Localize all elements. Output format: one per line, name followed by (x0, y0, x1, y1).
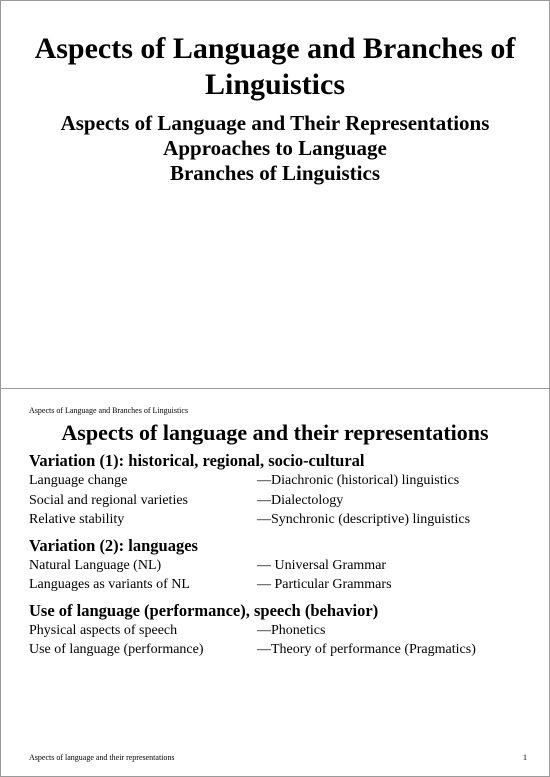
subtitle-item: Branches of Linguistics (169, 161, 381, 185)
content-slide (1, 389, 549, 776)
term-row (29, 510, 529, 530)
section-heading: Variation (1): historical, regional, socio-cultural (29, 451, 365, 470)
term-label: Social and regional varieties (29, 492, 188, 508)
term-branch: —Synchronic (descriptive) linguistics (257, 512, 471, 527)
term-branch: —Theory of performance (Pragmatics) (257, 642, 476, 657)
term-branch: —Diachronic (historical) linguistics (257, 473, 460, 488)
slide-title: Aspects of language and their representations (61, 420, 489, 445)
term-branch: —Phonetics (257, 622, 326, 638)
term-row (29, 491, 529, 511)
section-use-of-language (29, 601, 529, 660)
term-row (29, 471, 529, 491)
term-row (29, 556, 529, 576)
term-row (29, 575, 529, 595)
title-slide-heading: Aspects of Language and Branches of Linguistics (34, 32, 516, 101)
title-slide (1, 1, 549, 388)
term-label: Relative stability (29, 512, 125, 527)
term-label: Language change (29, 473, 128, 488)
page-number: 1 (523, 753, 527, 762)
term-label: Natural Language (NL) (29, 557, 162, 573)
section-heading: Variation (2): languages (29, 535, 198, 555)
term-row (29, 621, 529, 641)
term-branch: — Universal Grammar (257, 557, 387, 573)
term-branch: —Dialectology (257, 492, 344, 508)
term-label: Languages as variants of NL (29, 577, 190, 592)
title-slide-subtitles (1, 111, 549, 186)
section-variation-historical (29, 451, 529, 530)
subtitle-item: Approaches to Language (163, 136, 387, 160)
slide-header: Aspects of Language and Branches of Linguistics (29, 406, 189, 415)
term-row (29, 640, 529, 660)
term-label: Use of language (performance) (29, 642, 204, 657)
slide-footer: Aspects of language and their representations (29, 753, 175, 762)
section-variation-languages (29, 536, 529, 595)
term-label: Physical aspects of speech (29, 622, 178, 638)
section-heading: Use of language (performance), speech (behavior) (29, 600, 379, 620)
term-branch: — Particular Grammars (257, 577, 392, 592)
subtitle-item: Aspects of Language and Their Representations (60, 111, 490, 135)
slide-content (29, 451, 529, 660)
